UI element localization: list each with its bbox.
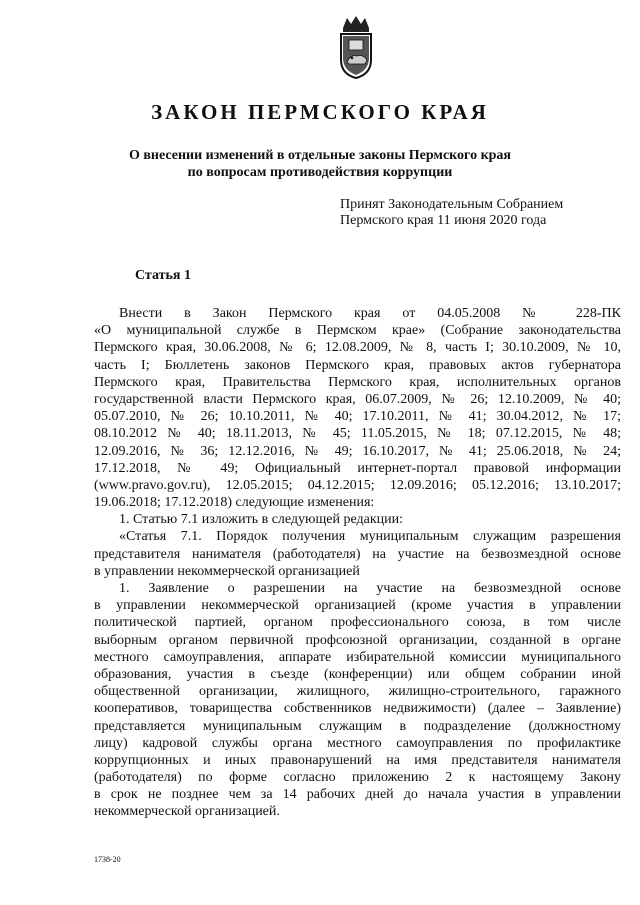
text-line: «Статья 7.1. Порядок получения муниципальным служащим разрешения <box>119 529 621 545</box>
text-line: 17.12.2018, № 49; Официальный интернет-портал правовой информации <box>94 460 621 476</box>
text-line: 08.10.2012 № 40; 18.11.2013, № 45; 11.05.2015, № 18; 07.12.2015, № 48; <box>94 426 621 442</box>
adoption-line: Принят Законодательным Собранием <box>340 197 564 212</box>
text-line: политической партией, органом профессионального союза, в том числе <box>94 615 621 631</box>
text-line: «О муниципальной службе в Пермском крае» (Собрание законодательства <box>94 323 621 339</box>
text-line: местного самоуправления, аппарате избирательной комиссии муниципального <box>94 649 621 665</box>
subtitle-line: по вопросам противодействия коррупции <box>187 165 453 180</box>
text-line: (работодателя) по форме согласно приложению 2 к настоящему Закону <box>94 770 621 786</box>
text-line: образования, участия в съезде (конференции) или общем собрании иной <box>94 666 621 682</box>
text-line: государственной власти Пермского края, 06.07.2009, № 26; 12.10.2009, № 40; <box>94 391 621 407</box>
text-line: 1. Заявление о разрешении на участие на безвозмездной основе <box>119 581 621 596</box>
text-line: выборным органом первичной профсоюзной организации, созданной в органе <box>94 632 621 648</box>
adoption-line: Пермского края 11 июня 2020 года <box>340 213 547 228</box>
text-line: представителя нанимателя (работодателя) на участие на безвозмездной основе <box>94 546 621 562</box>
text-line: представляется муниципальным служащим в подразделение (должностному <box>94 718 621 734</box>
law-title: ЗАКОН ПЕРМСКОГО КРАЯ <box>151 100 489 124</box>
text-line: часть I; Бюллетень законов Пермского края, правовых актов губернатора <box>94 357 621 373</box>
text-line: (www.pravo.gov.ru), 12.05.2015; 04.12.2015; 12.09.2016; 05.12.2016; 13.10.2017; <box>94 477 621 493</box>
text-line: Пермского края, 30.06.2008, № 6; 12.08.2009, № 8, часть I; 30.10.2009, № 10, <box>94 340 621 356</box>
subtitle-line: О внесении изменений в отдельные законы Пермского края <box>128 148 511 163</box>
text-line: 12.09.2016, № 36; 12.12.2016, № 49; 16.10.2017, № 41; 25.06.2018, № 24; <box>94 443 621 459</box>
text-line: 19.06.2018; 17.12.2018) следующие изменения: <box>94 495 375 511</box>
text-line: лицу) кадровой службы органа местного самоуправления по профилактике <box>94 735 621 751</box>
text-line: Пермского края, Правительства Пермского края, исполнительных органов <box>94 374 621 390</box>
text-line: коррупционных и иных правонарушений на имя представителя нанимателя <box>94 752 621 768</box>
text-line: 1. Статью 7.1 изложить в следующей редакции: <box>119 512 404 528</box>
text-line: в управлении некоммерческой организацией (кроме участия в управлении <box>94 598 621 614</box>
law-subtitle <box>0 147 640 181</box>
text-line: в управлении некоммерческой организацией <box>94 563 360 579</box>
perm-krai-coat-of-arms-icon <box>335 14 377 80</box>
text-line: 05.07.2010, № 26; 10.10.2011, № 40; 17.10.2011, № 41; 30.04.2012, № 17; <box>94 409 621 425</box>
text-line: кооперативов, товарищества собственников недвижимости) (далее – Заявление) <box>94 701 621 717</box>
text-line: некоммерческой организацией. <box>94 804 280 820</box>
text-line: общественной организации, жилищного, жилищно-строительного, гаражного <box>94 684 621 700</box>
adoption-note <box>340 197 620 229</box>
text-line: в срок не позднее чем за 14 рабочих дней до начала участия в управлении <box>94 787 621 803</box>
article-body <box>94 305 621 821</box>
text-line: Внести в Закон Пермского края от 04.05.2008 № 228-ПК <box>119 306 621 321</box>
document-code: 1738-20 <box>94 855 121 864</box>
article-heading: Статья 1 <box>135 268 191 283</box>
